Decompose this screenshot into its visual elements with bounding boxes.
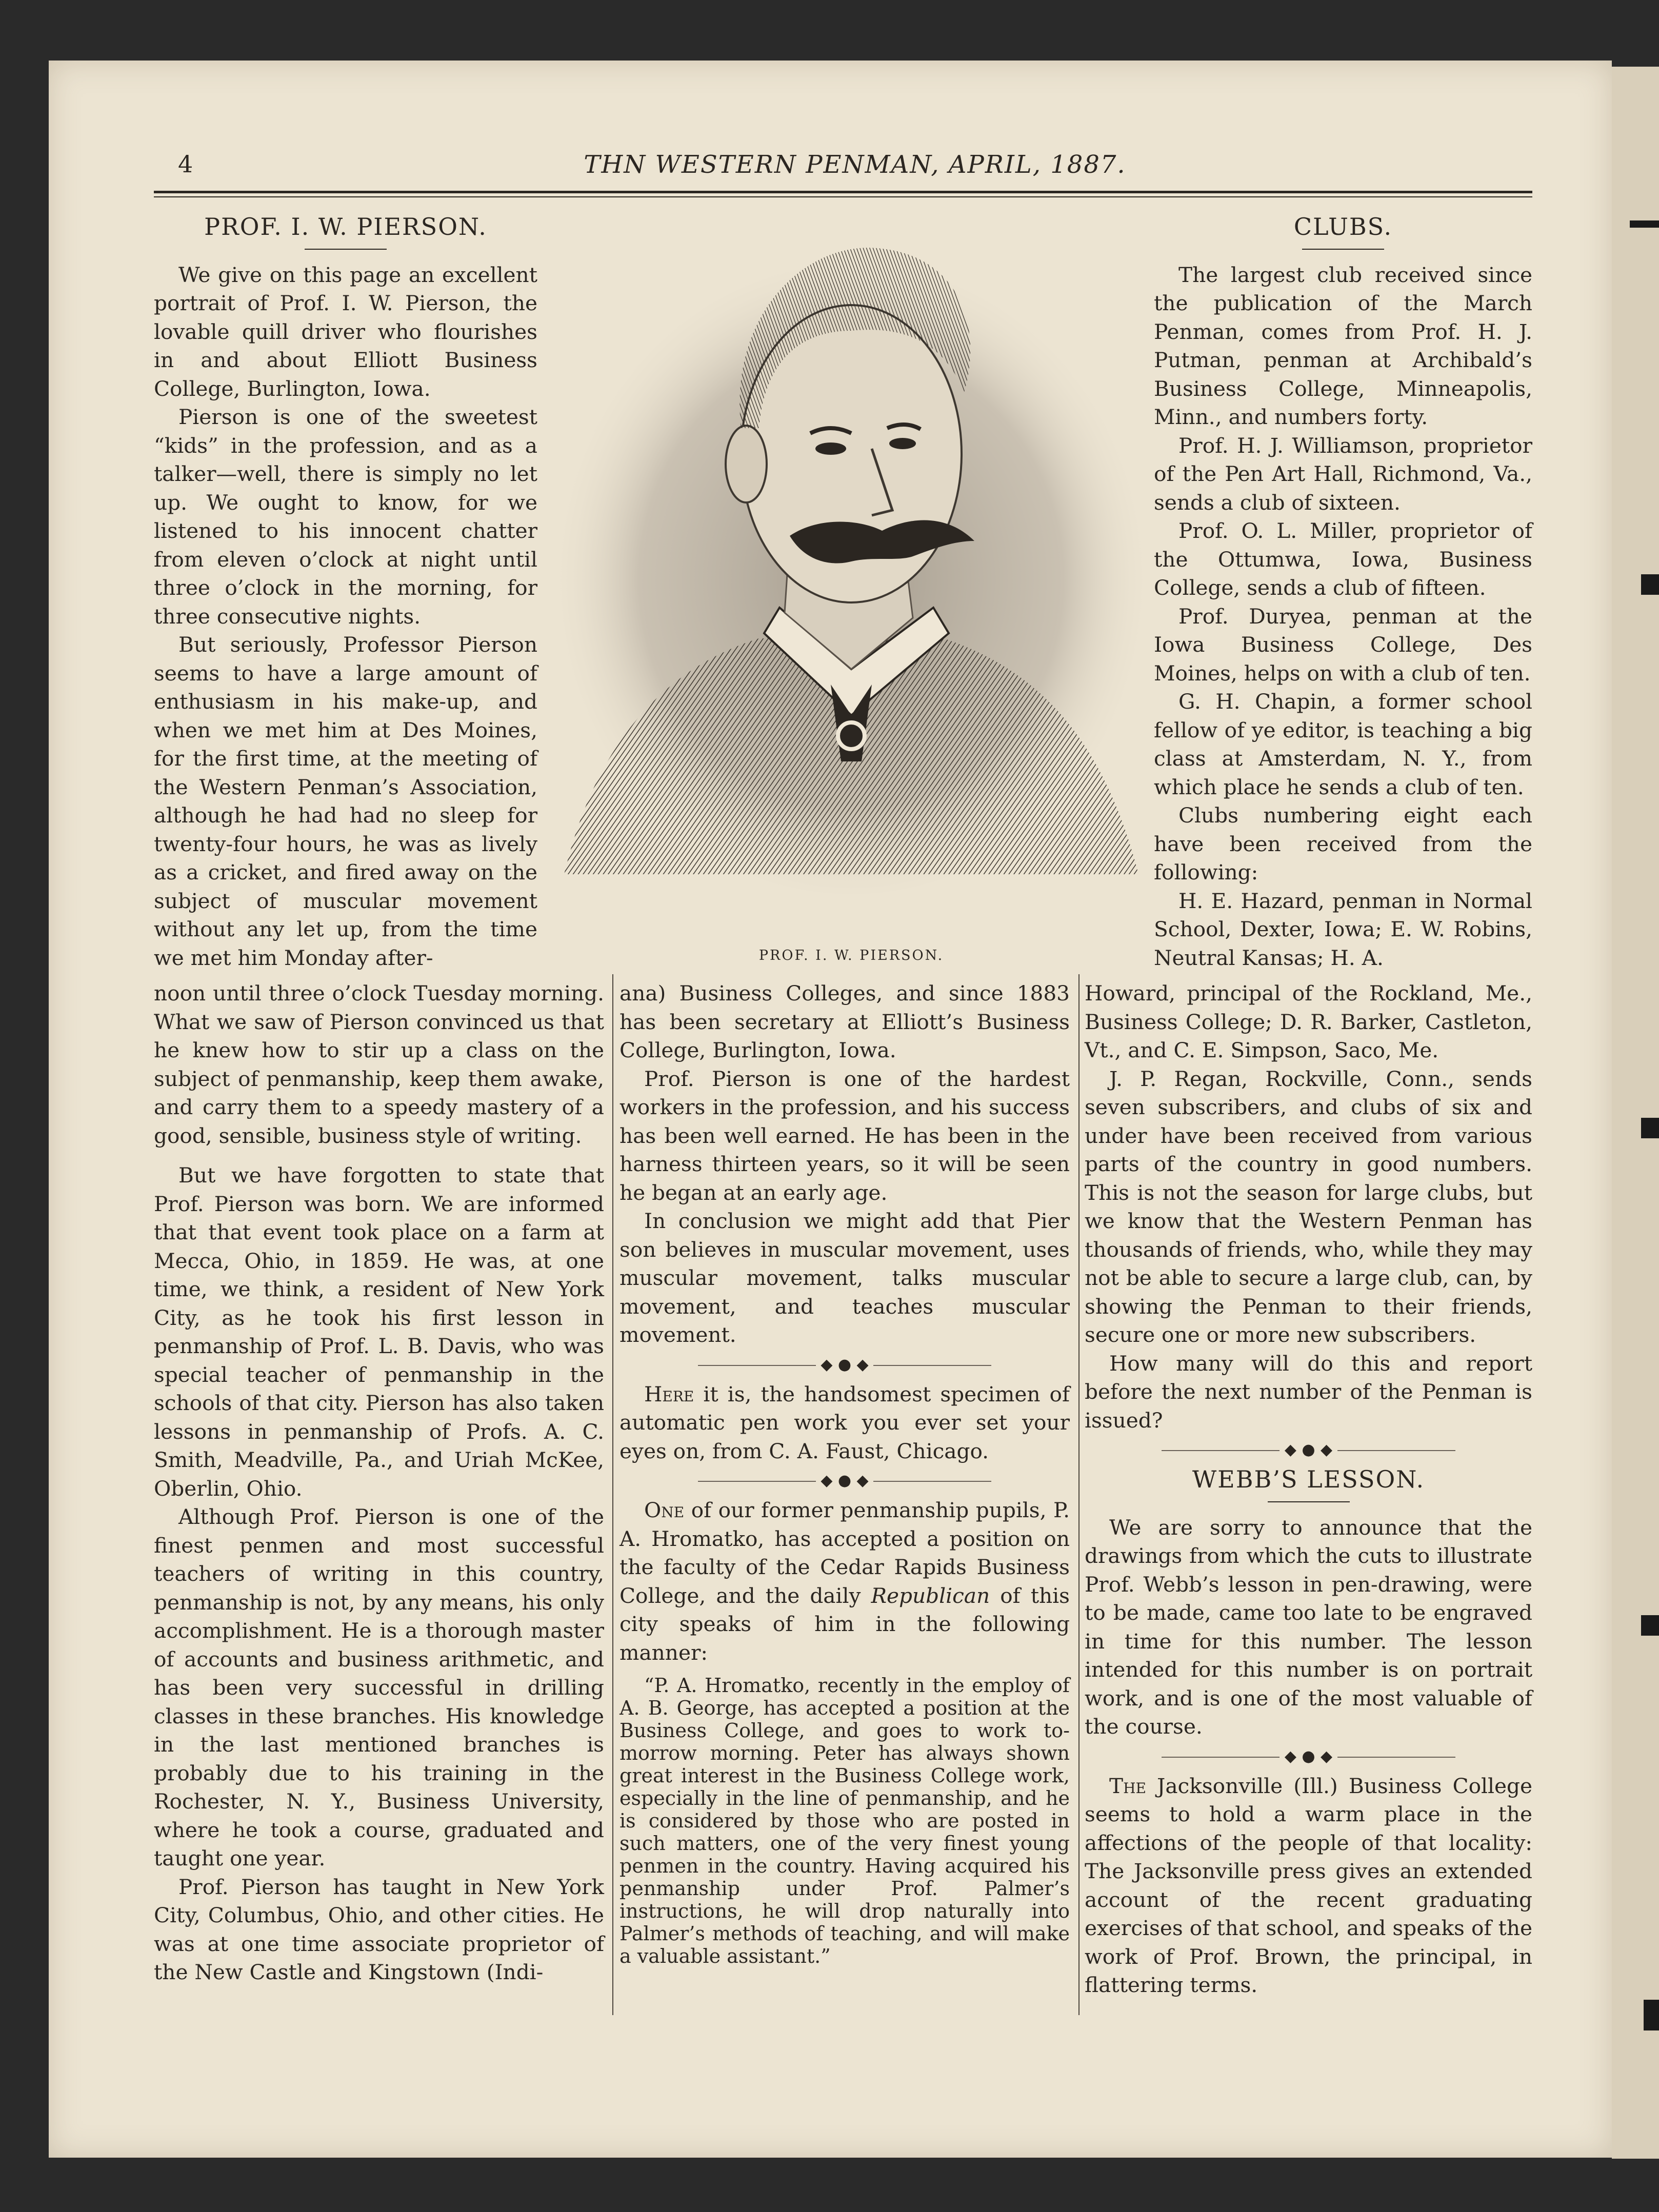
paragraph-text: Jacksonville (Ill.) Business College seems to hold a warm place in the affections of the people of that locality: The Jacksonville press gives an extended account of the recent graduating exercises of that school, and speaks of the work of Prof. Brown, the principal, in flattering terms. <box>1085 1773 1532 1997</box>
paragraph: Prof. Pierson has taught in New York City, Columbus, Ohio, and other cities. He was at one time associate proprietor of the New Castle and Kingstown (Indi- <box>154 1874 604 1984</box>
ornament-glyph: ◆ ● ◆ <box>821 1472 869 1490</box>
paragraph: noon until three o’clock Tuesday morning. What we saw of Pierson convinced us that he knew how to stir up a class on the subject of penmanship, keep them awake, and carry them to a speedy mastery of a good, sensible, business style of writing. <box>154 981 604 1148</box>
paragraph: We are sorry to announce that the drawings from which the cuts to illustrate Prof. Webb’s lesson in pen-drawing, were to be made, came too late to be engraved in time for this number. The lesson intended for this number is on portrait work, and is one of the most valuable of the course. <box>1085 1515 1532 1739</box>
ornament-divider <box>619 1355 1070 1375</box>
binding-mark <box>1641 1615 1659 1636</box>
binding-mark <box>1630 220 1659 228</box>
paragraph-text: of our former penmanship pupils, P. A. Hromatko, has accepted a position on the faculty of the Cedar Rapids Business College, and the daily <box>619 1498 1070 1608</box>
paragraph: But seriously, Professor Pierson seems to have a large amount of enthusiasm in his make-up, and when we met him at Des Moines, for the first time, at the meeting of the Western Penman’s Association, although he had had no sleep for twenty-four hours, he was as lively as a cricket, and fired away on the subject of muscular movement without any let up, from the time we met him Monday after- <box>154 632 537 970</box>
binding-mark <box>1644 2000 1659 2030</box>
ornament-glyph: ◆ ● ◆ <box>1284 1747 1333 1765</box>
quote-text: “P. A. Hromatko, recently in the employ of A. B. George, has accepted a position at the Business College, and goes to work to-morrow morning. Peter has always shown great interest in the Business College work, especially in the line of penmanship, and he is considered by those who are posted in such matters, one of the very finest young penmen in the country. Having acquired his penmanship under Prof. Palmer’s instructions, he will drop naturally into Palmer’s methods of teaching, and will make a valuable assistant.” <box>619 1674 1070 1967</box>
paragraph: We give on this page an excellent portrait of Prof. I. W. Pierson, the lovable quill driver who flourishes in and about Elliott Business College, Burlington, Iowa. <box>154 262 537 401</box>
heading-rule <box>305 249 387 250</box>
paragraph: How many will do this and report before the next number of the Penman is issued? <box>1085 1351 1532 1433</box>
paragraph: G. H. Chapin, a former school fellow of ye editor, is teaching a big class at Amsterdam, N. Y., from which place he sends a club of ten. <box>1154 689 1532 799</box>
paragraph: Prof. O. L. Miller, proprietor of the Ottumwa, Iowa, Business College, sends a club of fifteen. <box>1154 518 1532 600</box>
paragraph: Clubs numbering eight each have been received from the following: <box>1154 803 1532 884</box>
paragraph <box>619 1496 1070 1667</box>
paragraph: In conclusion we might add that Pier son believes in muscular movement, uses muscular movement, talks muscular movement, and teaches muscular movement. <box>619 1209 1070 1347</box>
next-page-edge <box>1612 67 1659 2159</box>
right-column-lower <box>1085 979 1532 2000</box>
newspaper-name: Republican <box>871 1583 990 1608</box>
paragraph: ana) Business Colleges, and since 1883 has been secretary at Elliott’s Business College, Burlington, Iowa. <box>619 981 1070 1062</box>
paragraph-text: of this city speaks of him in the following manner: <box>619 1583 1070 1665</box>
page-number: 4 <box>178 150 193 178</box>
page-header <box>178 146 1532 182</box>
middle-column <box>619 979 1070 1967</box>
paragraph: H. E. Hazard, penman in Normal School, Dexter, Iowa; E. W. Robins, Neutral Kansas; H. A. <box>1154 888 1532 970</box>
article-heading-webb: WEBB’S LESSON. <box>1192 1465 1425 1493</box>
paragraph: The largest club received since the publication of the March Penman, comes from Prof. H. J. Putman, penman at Archibald’s Business College, Minneapolis, Minn., and numbers forty. <box>1154 262 1532 429</box>
paragraph: J. P. Regan, Rockville, Conn., sends seven subscribers, and clubs of six and under have been received from various parts of the country in good numbers. This is not the season for large clubs, but we know that the Western Penman has thousands of friends, who, while they may not be able to secure a large club, can, by showing the Penman to their friends, secure one or more new subscribers. <box>1085 1066 1532 1347</box>
paragraph: Prof. H. J. Williamson, proprietor of the Pen Art Hall, Richmond, Va., sends a club of sixteen. <box>1154 433 1532 515</box>
lead-word: Here <box>644 1381 694 1406</box>
paragraph-text: it is, the handsomest specimen of automatic pen work you ever set your eyes on, from C. A. Faust, Chicago. <box>619 1381 1070 1463</box>
left-column-upper <box>154 213 537 972</box>
paragraph <box>619 1380 1070 1466</box>
paragraph <box>1085 1772 1532 2000</box>
header-rule-thin <box>154 196 1532 197</box>
lead-word: One <box>644 1498 685 1522</box>
ornament-divider <box>1085 1746 1532 1767</box>
paragraph: Pierson is one of the sweetest “kids” in the profession, and as a talker—well, there is simply no let up. We ought to know, for we listened to his innocent chatter from eleven o’clock at night until three o’clock in the morning, for three consecutive nights. <box>154 405 537 629</box>
article-heading-clubs: CLUBS. <box>1293 213 1393 240</box>
article-heading-pierson: PROF. I. W. PIERSON. <box>204 213 487 240</box>
ornament-divider <box>1085 1440 1532 1460</box>
running-title: THN WESTERN PENMAN, APRIL, 1887. <box>584 150 1126 179</box>
ornament-glyph: ◆ ● ◆ <box>821 1355 869 1374</box>
paragraph: Prof. Pierson is one of the hardest workers in the profession, and his success has been well earned. He has been in the harness thirteen years, so it will be seen he began at an early age. <box>619 1066 1070 1205</box>
lead-word: The <box>1109 1773 1146 1798</box>
ornament-divider <box>619 1471 1070 1491</box>
right-column-upper <box>1154 213 1532 972</box>
portrait-engraving <box>544 208 1159 905</box>
heading-rule <box>1268 1501 1350 1502</box>
ornament-glyph: ◆ ● ◆ <box>1284 1441 1333 1459</box>
binding-mark <box>1641 1118 1659 1138</box>
quotation <box>619 1674 1070 1967</box>
left-column-lower <box>154 979 604 1987</box>
column-divider <box>612 974 613 2015</box>
portrait-caption: PROF. I. W. PIERSON. <box>758 948 944 963</box>
paragraph: Howard, principal of the Rockland, Me., Business College; D. R. Barker, Castleton, Vt., and C. E. Simpson, Saco, Me. <box>1085 981 1532 1062</box>
paragraph: Prof. Duryea, penman at the Iowa Business College, Des Moines, helps on with a club of ten. <box>1154 604 1532 686</box>
heading-rule <box>1302 249 1384 250</box>
header-rule <box>154 191 1532 193</box>
paragraph: Although Prof. Pierson is one of the finest penmen and most successful teachers of writing in this country, penmanship is not, by any means, his only accomplishment. He is a thorough master of accounts and business arithmetic, and has been very successful in drilling classes in these branches. His knowledge in the last mentioned branches is probably due to his training in the Rochester, N. Y., Business University, where he took a course, graduated and taught one year. <box>154 1504 604 1871</box>
column-divider <box>1078 974 1080 2015</box>
binding-mark <box>1641 574 1659 595</box>
paragraph: But we have forgotten to state that Prof. Pierson was born. We are informed that that event took place on a farm at Mecca, Ohio, in 1859. He was, at one time, we think, a resident of New York City, as he took his first lesson in penmanship of Prof. L. B. Davis, who was special teacher of penmanship in the schools of that city. Pierson has also taken lessons in penmanship of Profs. A. C. Smith, Meadville, Pa., and Uriah McKee, Oberlin, Ohio. <box>154 1163 604 1501</box>
